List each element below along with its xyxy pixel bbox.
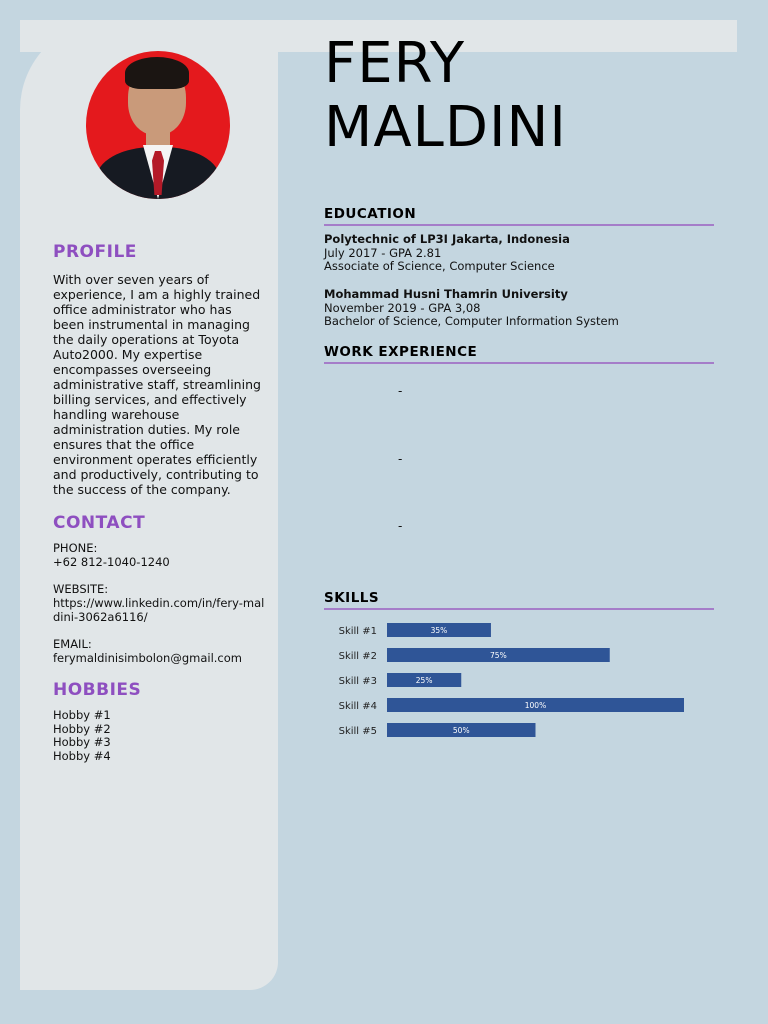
candidate-name (324, 32, 567, 160)
phone-value: +62 812-1040-1240 (53, 555, 170, 569)
skill-value-label: 35% (430, 626, 448, 635)
hobbies-list (53, 709, 111, 763)
education-entry (324, 288, 619, 329)
hobby-item: Hobby #4 (53, 748, 111, 763)
work-item-placeholder: - (398, 384, 403, 398)
education-degree: Associate of Science, Computer Science (324, 259, 555, 273)
contact-heading: CONTACT (53, 513, 146, 533)
work-item-placeholder: - (398, 452, 403, 466)
skills-heading: SKILLS (324, 590, 714, 610)
education-degree: Bachelor of Science, Computer Information System (324, 314, 619, 328)
education-heading: EDUCATION (324, 206, 714, 226)
website-link[interactable]: https://www.linkedin.com/in/fery-maldini-3062a6116/ (53, 596, 265, 624)
education-date: November 2019 - GPA 3,08 (324, 300, 481, 315)
profile-heading: PROFILE (53, 242, 137, 262)
hobby-item: Hobby #3 (53, 735, 111, 749)
profile-photo (86, 51, 230, 199)
school-name: Polytechnic of LP3I Jakarta, Indonesia (324, 232, 570, 246)
skills-chart (330, 616, 700, 746)
education-date: July 2017 - GPA 2.81 (324, 245, 442, 260)
hobby-item: Hobby #2 (53, 721, 111, 736)
skill-value-label: 25% (415, 676, 433, 685)
skill-label: Skill #4 (338, 701, 377, 712)
skill-value-label: 100% (524, 701, 547, 710)
email-link[interactable]: ferymaldinisimbolon@gmail.com (53, 651, 242, 665)
work-experience-heading: WORK EXPERIENCE (324, 344, 714, 364)
phone-label: PHONE: (53, 541, 98, 555)
skill-value-label: 50% (452, 726, 470, 735)
profile-summary: With over seven years of experience, I am a highly trained office administrator who has been instrumental in managing the daily operations at Toyota Auto2000. My expertise encompasses overseeing administrative staff, streamlining billing services, and effectively handling warehouse administration duties. My role ensures that the office environment operates efficiently and productively, contributing to the success of the company. (53, 272, 261, 497)
school-name: Mohammad Husni Thamrin University (324, 287, 568, 301)
website-label: WEBSITE: (53, 582, 109, 596)
skill-label: Skill #2 (338, 651, 377, 662)
work-item-placeholder: - (398, 519, 403, 533)
hobby-item: Hobby #1 (53, 708, 111, 722)
name-first: FERY (324, 31, 466, 96)
main-panel (278, 52, 737, 1012)
hobbies-heading: HOBBIES (53, 680, 142, 700)
skill-label: Skill #5 (338, 726, 377, 737)
name-last: MALDINI (324, 95, 567, 160)
skill-label: Skill #3 (338, 676, 377, 687)
email-label: EMAIL: (53, 637, 92, 651)
skill-label: Skill #1 (338, 626, 377, 637)
skill-value-label: 75% (490, 651, 507, 660)
contact-block (53, 541, 268, 678)
education-entry (324, 233, 570, 274)
